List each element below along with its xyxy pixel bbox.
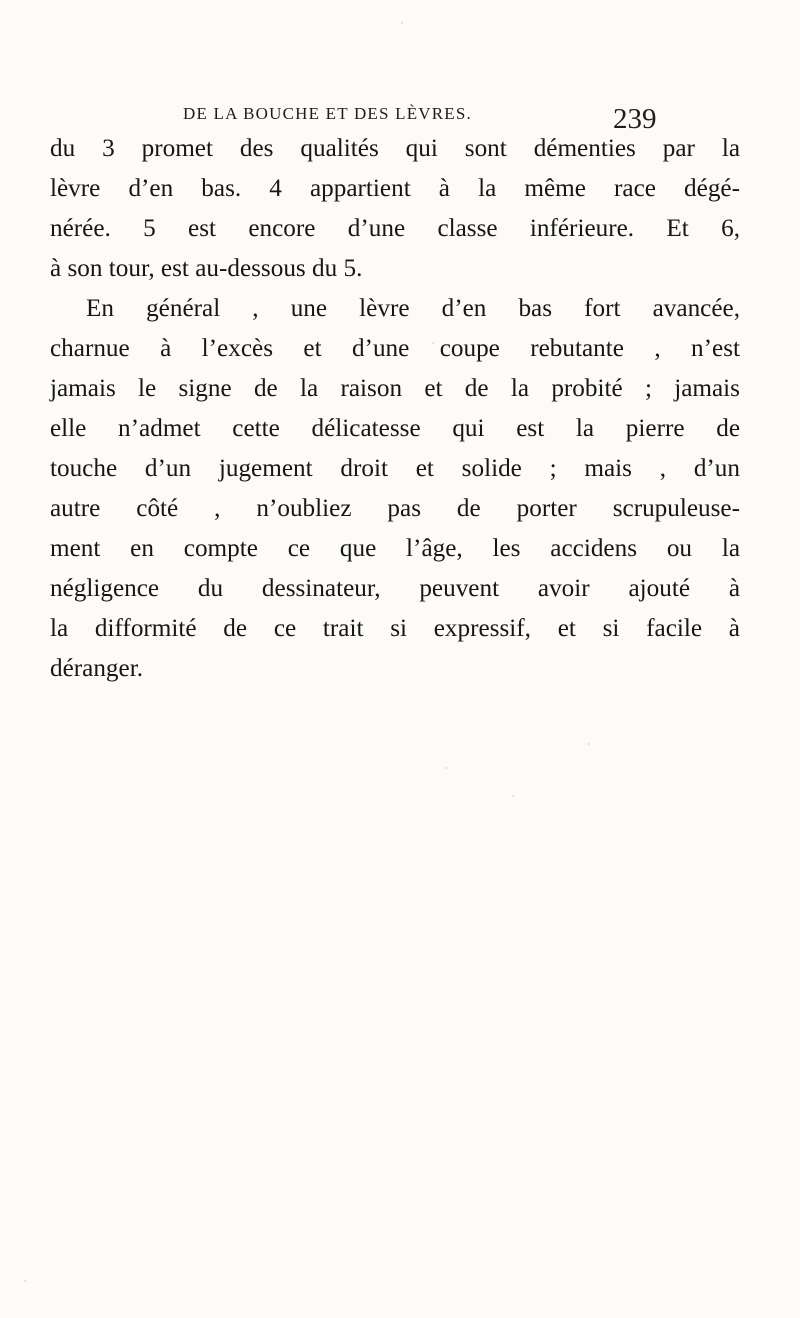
text-line: elle n’admet cette délicatesse qui est la pierre de xyxy=(50,415,740,442)
paper-speck xyxy=(24,1280,26,1282)
paper-speck xyxy=(445,767,447,769)
text-line: du 3 promet des qualités qui sont démenties par la xyxy=(50,135,740,162)
text-line: la difformité de ce trait si expressif, et si facile à xyxy=(50,615,740,642)
text-line: touche d’un jugement droit et solide ; mais , d’un xyxy=(50,455,740,482)
paragraph-first-line: En général , une lèvre d’en bas fort avancée, xyxy=(86,295,740,322)
paper-speck xyxy=(588,743,590,745)
text-line: ment en compte ce que l’âge, les accidens ou la xyxy=(50,535,740,562)
text-line: autre côté , n’oubliez pas de porter scrupuleuse- xyxy=(50,495,740,522)
text-line: à son tour, est au-dessous du 5. xyxy=(50,255,363,282)
paper-speck xyxy=(432,342,434,344)
text-line: déranger. xyxy=(50,655,144,682)
text-line: lèvre d’en bas. 4 appartient à la même race dégé- xyxy=(50,175,740,202)
running-title: DE LA BOUCHE ET DES LÈVRES. xyxy=(183,104,472,123)
paper-speck xyxy=(401,22,403,24)
text-line: nérée. 5 est encore d’une classe inférieure. Et 6, xyxy=(50,215,740,242)
page-number: 239 xyxy=(613,103,657,135)
text-line: charnue à l’excès et d’une coupe rebutante , n’est xyxy=(50,335,740,362)
text-line: jamais le signe de la raison et de la probité ; jamais xyxy=(50,375,740,402)
text-line: négligence du dessinateur, peuvent avoir ajouté à xyxy=(50,575,740,602)
paper-speck xyxy=(512,795,514,797)
